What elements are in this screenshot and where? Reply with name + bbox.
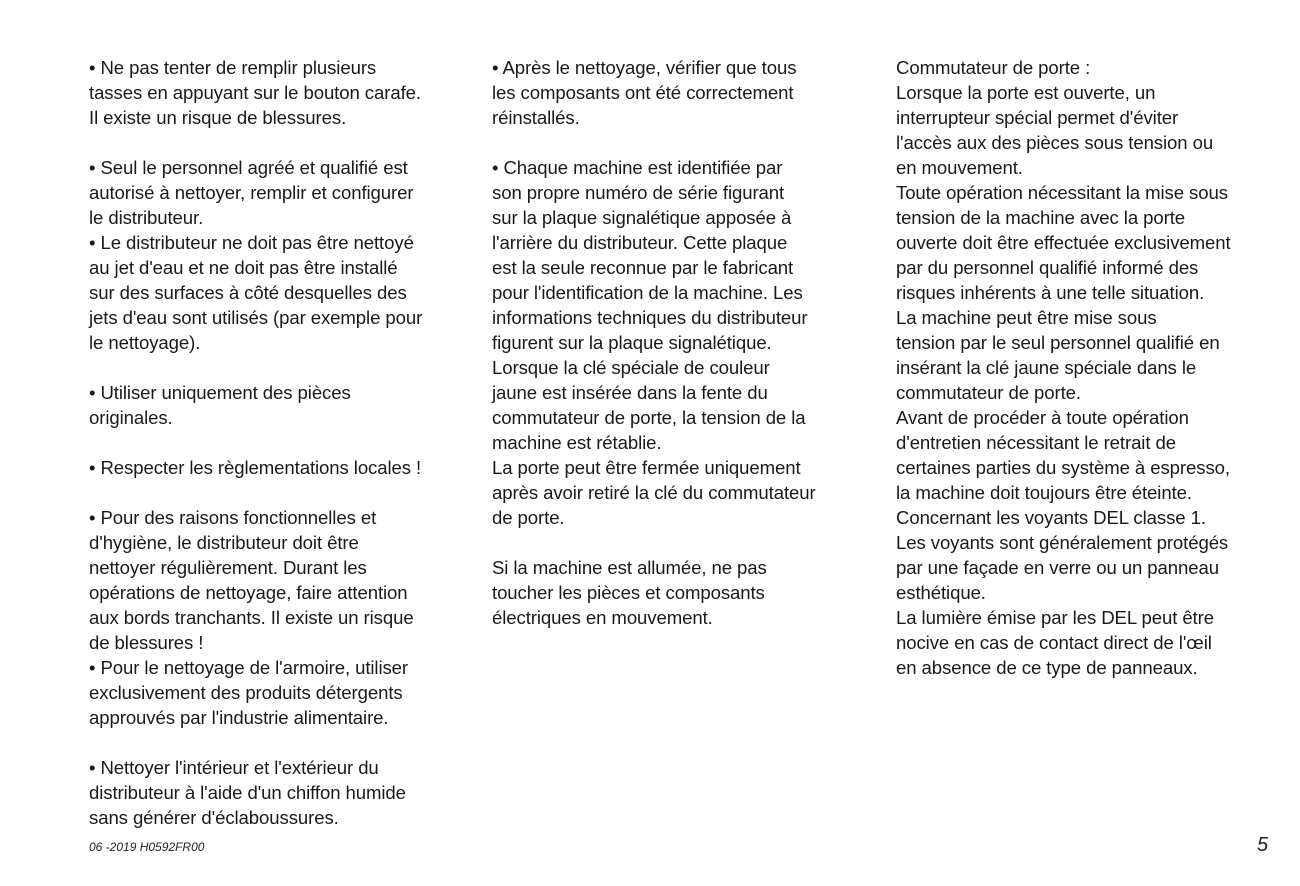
paragraph: [89, 155, 474, 230]
text-line: originales.: [89, 407, 173, 428]
paragraph: [896, 55, 1281, 680]
text-line: d'entretien nécessitant le retrait de: [896, 432, 1176, 453]
text-column-left: [89, 55, 474, 830]
text-line: risques inhérents à une telle situation.: [896, 282, 1205, 303]
text-line: le distributeur.: [89, 207, 204, 228]
text-line: Commutateur de porte :: [896, 57, 1091, 78]
text-line: autorisé à nettoyer, remplir et configurer: [89, 182, 414, 203]
text-column-middle: [492, 55, 870, 630]
text-line: • Pour le nettoyage de l'armoire, utiliser: [89, 657, 409, 678]
text-line: distributeur à l'aide d'un chiffon humide: [89, 782, 406, 803]
text-line: commutateur de porte, la tension de la: [492, 407, 806, 428]
text-line: réinstallés.: [492, 107, 580, 128]
paragraph: [492, 155, 870, 530]
paragraph: [89, 505, 474, 655]
text-line: • Pour des raisons fonctionnelles et: [89, 507, 377, 528]
text-line: la machine doit toujours être éteinte.: [896, 482, 1192, 503]
text-line: jaune est insérée dans la fente du: [492, 382, 768, 403]
text-line: tasses en appuyant sur le bouton carafe.: [89, 82, 421, 103]
text-line: certaines parties du système à espresso,: [896, 457, 1230, 478]
text-line: les composants ont été correctement: [492, 82, 794, 103]
text-line: par du personnel qualifié informé des: [896, 257, 1199, 278]
text-line: informations techniques du distributeur: [492, 307, 808, 328]
paragraph: [492, 55, 870, 130]
text-line: esthétique.: [896, 582, 986, 603]
paragraph: [492, 555, 870, 630]
text-line: toucher les pièces et composants: [492, 582, 765, 603]
document-reference: 06 -2019 H0592FR00: [89, 840, 205, 854]
text-line: approuvés par l'industrie alimentaire.: [89, 707, 389, 728]
text-line: le nettoyage).: [89, 332, 201, 353]
paragraph: [89, 755, 474, 830]
paragraph: [89, 655, 474, 730]
text-line: Les voyants sont généralement protégés: [896, 532, 1229, 553]
text-line: de blessures !: [89, 632, 204, 653]
text-column-right: [896, 55, 1281, 680]
text-line: l'accès aux des pièces sous tension ou: [896, 132, 1214, 153]
text-line: insérant la clé jaune spéciale dans le: [896, 357, 1197, 378]
text-line: sur la plaque signalétique apposée à: [492, 207, 792, 228]
text-line: exclusivement des produits détergents: [89, 682, 403, 703]
page-number: 5: [1257, 834, 1269, 856]
text-line: Lorsque la porte est ouverte, un: [896, 82, 1156, 103]
text-line: sur des surfaces à côté desquelles des: [89, 282, 407, 303]
text-line: au jet d'eau et ne doit pas être installé: [89, 257, 398, 278]
text-line: est la seule reconnue par le fabricant: [492, 257, 794, 278]
text-line: machine est rétablie.: [492, 432, 662, 453]
text-line: de porte.: [492, 507, 565, 528]
text-line: • Ne pas tenter de remplir plusieurs: [89, 57, 377, 78]
text-line: tension par le seul personnel qualifié en: [896, 332, 1220, 353]
paragraph: [89, 380, 474, 430]
text-line: Toute opération nécessitant la mise sous: [896, 182, 1228, 203]
text-line: • Utiliser uniquement des pièces: [89, 382, 351, 403]
text-line: en absence de ce type de panneaux.: [896, 657, 1198, 678]
text-line: nocive en cas de contact direct de l'œil: [896, 632, 1212, 653]
text-line: • Seul le personnel agréé et qualifié est: [89, 157, 408, 178]
text-line: l'arrière du distributeur. Cette plaque: [492, 232, 788, 253]
text-line: sans générer d'éclaboussures.: [89, 807, 339, 828]
paragraph: [89, 455, 474, 480]
text-line: son propre numéro de série figurant: [492, 182, 785, 203]
text-line: Concernant les voyants DEL classe 1.: [896, 507, 1206, 528]
paragraph: [89, 230, 474, 355]
text-line: tension de la machine avec la porte: [896, 207, 1186, 228]
text-line: après avoir retiré la clé du commutateur: [492, 482, 816, 503]
text-line: commutateur de porte.: [896, 382, 1081, 403]
text-line: interrupteur spécial permet d'éviter: [896, 107, 1179, 128]
text-line: d'hygiène, le distributeur doit être: [89, 532, 359, 553]
text-line: Avant de procéder à toute opération: [896, 407, 1189, 428]
text-line: figurent sur la plaque signalétique.: [492, 332, 772, 353]
text-line: pour l'identification de la machine. Les: [492, 282, 803, 303]
text-line: Lorsque la clé spéciale de couleur: [492, 357, 770, 378]
paragraph: [89, 55, 474, 130]
text-line: Si la machine est allumée, ne pas: [492, 557, 767, 578]
text-line: • Le distributeur ne doit pas être nettoyé: [89, 232, 414, 253]
text-line: • Respecter les règlementations locales !: [89, 457, 422, 478]
text-line: La porte peut être fermée uniquement: [492, 457, 801, 478]
text-line: La machine peut être mise sous: [896, 307, 1157, 328]
text-line: par une façade en verre ou un panneau: [896, 557, 1219, 578]
text-line: • Après le nettoyage, vérifier que tous: [492, 57, 797, 78]
text-line: ouverte doit être effectuée exclusivement: [896, 232, 1231, 253]
text-line: électriques en mouvement.: [492, 607, 713, 628]
text-line: opérations de nettoyage, faire attention: [89, 582, 408, 603]
text-line: en mouvement.: [896, 157, 1023, 178]
text-line: • Nettoyer l'intérieur et l'extérieur du: [89, 757, 379, 778]
text-line: Il existe un risque de blessures.: [89, 107, 347, 128]
text-line: aux bords tranchants. Il existe un risque: [89, 607, 414, 628]
text-line: • Chaque machine est identifiée par: [492, 157, 783, 178]
text-line: jets d'eau sont utilisés (par exemple pour: [89, 307, 423, 328]
text-line: nettoyer régulièrement. Durant les: [89, 557, 367, 578]
text-line: La lumière émise par les DEL peut être: [896, 607, 1214, 628]
